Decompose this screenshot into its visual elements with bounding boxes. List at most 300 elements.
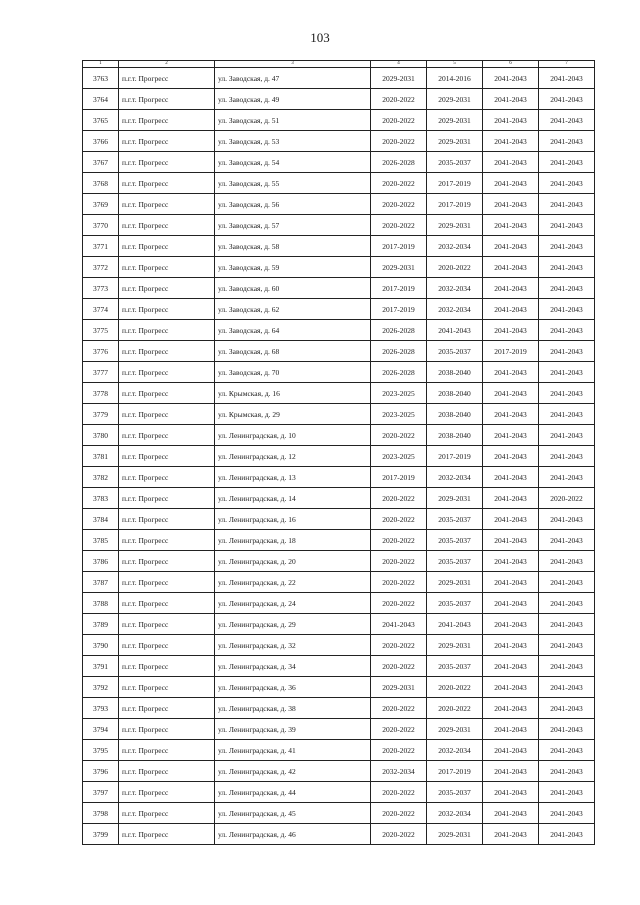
- period-cell: 2023-2025: [371, 446, 427, 467]
- settlement-cell: п.г.т. Прогресс: [119, 803, 215, 824]
- period-cell: 2041-2043: [483, 677, 539, 698]
- period-cell: 2032-2034: [427, 803, 483, 824]
- column-header: 3: [215, 61, 371, 68]
- row-number: 3797: [83, 782, 119, 803]
- period-cell: 2029-2031: [427, 719, 483, 740]
- row-number: 3794: [83, 719, 119, 740]
- table-row: [83, 110, 595, 131]
- address-cell: ул. Ленинградская, д. 44: [215, 782, 371, 803]
- row-number: 3765: [83, 110, 119, 131]
- settlement-cell: п.г.т. Прогресс: [119, 509, 215, 530]
- period-cell: 2020-2022: [371, 656, 427, 677]
- settlement-cell: п.г.т. Прогресс: [119, 551, 215, 572]
- table-row: [83, 467, 595, 488]
- table-row: [83, 761, 595, 782]
- table-row: [83, 236, 595, 257]
- period-cell: 2041-2043: [427, 320, 483, 341]
- period-cell: 2020-2022: [371, 509, 427, 530]
- period-cell: 2029-2031: [427, 131, 483, 152]
- period-cell: 2029-2031: [427, 215, 483, 236]
- period-cell: 2020-2022: [371, 131, 427, 152]
- address-cell: ул. Ленинградская, д. 36: [215, 677, 371, 698]
- period-cell: 2041-2043: [483, 572, 539, 593]
- address-cell: ул. Ленинградская, д. 39: [215, 719, 371, 740]
- table-row: [83, 404, 595, 425]
- period-cell: 2020-2022: [427, 698, 483, 719]
- period-cell: 2032-2034: [427, 467, 483, 488]
- period-cell: 2041-2043: [539, 677, 595, 698]
- period-cell: 2026-2028: [371, 362, 427, 383]
- period-cell: 2020-2022: [371, 488, 427, 509]
- period-cell: 2041-2043: [483, 404, 539, 425]
- address-cell: ул. Ленинградская, д. 45: [215, 803, 371, 824]
- row-number: 3786: [83, 551, 119, 572]
- table-row: [83, 362, 595, 383]
- address-cell: ул. Ленинградская, д. 20: [215, 551, 371, 572]
- column-header: 4: [371, 61, 427, 68]
- address-cell: ул. Ленинградская, д. 18: [215, 530, 371, 551]
- row-number: 3793: [83, 698, 119, 719]
- address-cell: ул. Заводская, д. 68: [215, 341, 371, 362]
- row-number: 3795: [83, 740, 119, 761]
- period-cell: 2041-2043: [483, 488, 539, 509]
- period-cell: 2020-2022: [371, 635, 427, 656]
- period-cell: 2041-2043: [539, 89, 595, 110]
- row-number: 3791: [83, 656, 119, 677]
- period-cell: 2029-2031: [427, 488, 483, 509]
- table-row: [83, 278, 595, 299]
- table-row: [83, 698, 595, 719]
- table-row: [83, 488, 595, 509]
- settlement-cell: п.г.т. Прогресс: [119, 215, 215, 236]
- address-cell: ул. Заводская, д. 47: [215, 68, 371, 89]
- address-cell: ул. Ленинградская, д. 14: [215, 488, 371, 509]
- period-cell: 2032-2034: [427, 236, 483, 257]
- period-cell: 2035-2037: [427, 656, 483, 677]
- row-number: 3775: [83, 320, 119, 341]
- period-cell: 2041-2043: [539, 362, 595, 383]
- column-header: 7: [539, 61, 595, 68]
- address-cell: ул. Заводская, д. 51: [215, 110, 371, 131]
- table-row: [83, 425, 595, 446]
- period-cell: 2017-2019: [371, 299, 427, 320]
- row-number: 3774: [83, 299, 119, 320]
- period-cell: 2041-2043: [483, 194, 539, 215]
- period-cell: 2041-2043: [539, 236, 595, 257]
- row-number: 3781: [83, 446, 119, 467]
- period-cell: 2041-2043: [371, 614, 427, 635]
- period-cell: 2020-2022: [371, 110, 427, 131]
- period-cell: 2041-2043: [483, 593, 539, 614]
- row-number: 3771: [83, 236, 119, 257]
- address-cell: ул. Заводская, д. 54: [215, 152, 371, 173]
- period-cell: 2041-2043: [483, 446, 539, 467]
- period-cell: 2017-2019: [371, 467, 427, 488]
- period-cell: 2041-2043: [483, 782, 539, 803]
- row-number: 3763: [83, 68, 119, 89]
- settlement-cell: п.г.т. Прогресс: [119, 341, 215, 362]
- settlement-cell: п.г.т. Прогресс: [119, 719, 215, 740]
- address-cell: ул. Ленинградская, д. 22: [215, 572, 371, 593]
- period-cell: 2038-2040: [427, 383, 483, 404]
- address-cell: ул. Ленинградская, д. 38: [215, 698, 371, 719]
- period-cell: 2017-2019: [427, 194, 483, 215]
- period-cell: 2017-2019: [483, 341, 539, 362]
- period-cell: 2041-2043: [483, 509, 539, 530]
- column-header: 6: [483, 61, 539, 68]
- period-cell: 2041-2043: [483, 635, 539, 656]
- table-row: [83, 803, 595, 824]
- settlement-cell: п.г.т. Прогресс: [119, 173, 215, 194]
- row-number: 3776: [83, 341, 119, 362]
- row-number: 3789: [83, 614, 119, 635]
- settlement-cell: п.г.т. Прогресс: [119, 383, 215, 404]
- address-cell: ул. Заводская, д. 58: [215, 236, 371, 257]
- row-number: 3784: [83, 509, 119, 530]
- period-cell: 2041-2043: [483, 89, 539, 110]
- period-cell: 2038-2040: [427, 425, 483, 446]
- period-cell: 2020-2022: [371, 824, 427, 845]
- settlement-cell: п.г.т. Прогресс: [119, 740, 215, 761]
- table-row: [83, 299, 595, 320]
- period-cell: 2041-2043: [483, 362, 539, 383]
- period-cell: 2041-2043: [483, 215, 539, 236]
- address-cell: ул. Заводская, д. 60: [215, 278, 371, 299]
- period-cell: 2041-2043: [539, 173, 595, 194]
- period-cell: 2041-2043: [539, 572, 595, 593]
- settlement-cell: п.г.т. Прогресс: [119, 131, 215, 152]
- period-cell: 2041-2043: [427, 614, 483, 635]
- row-number: 3764: [83, 89, 119, 110]
- period-cell: 2041-2043: [539, 446, 595, 467]
- settlement-cell: п.г.т. Прогресс: [119, 194, 215, 215]
- settlement-cell: п.г.т. Прогресс: [119, 782, 215, 803]
- address-cell: ул. Ленинградская, д. 41: [215, 740, 371, 761]
- settlement-cell: п.г.т. Прогресс: [119, 761, 215, 782]
- period-cell: 2041-2043: [539, 719, 595, 740]
- period-cell: 2017-2019: [427, 761, 483, 782]
- period-cell: 2035-2037: [427, 593, 483, 614]
- row-number: 3778: [83, 383, 119, 404]
- address-cell: ул. Ленинградская, д. 24: [215, 593, 371, 614]
- period-cell: 2041-2043: [539, 824, 595, 845]
- period-cell: 2041-2043: [483, 173, 539, 194]
- address-cell: ул. Ленинградская, д. 29: [215, 614, 371, 635]
- period-cell: 2029-2031: [427, 635, 483, 656]
- row-number: 3779: [83, 404, 119, 425]
- settlement-cell: п.г.т. Прогресс: [119, 572, 215, 593]
- address-cell: ул. Заводская, д. 59: [215, 257, 371, 278]
- table-row: [83, 257, 595, 278]
- period-cell: 2020-2022: [371, 89, 427, 110]
- period-cell: 2029-2031: [427, 110, 483, 131]
- row-number: 3796: [83, 761, 119, 782]
- period-cell: 2041-2043: [539, 320, 595, 341]
- period-cell: 2041-2043: [539, 194, 595, 215]
- row-number: 3766: [83, 131, 119, 152]
- period-cell: 2020-2022: [539, 488, 595, 509]
- period-cell: 2041-2043: [539, 257, 595, 278]
- address-cell: ул. Крымская, д. 16: [215, 383, 371, 404]
- settlement-cell: п.г.т. Прогресс: [119, 488, 215, 509]
- period-cell: 2041-2043: [539, 299, 595, 320]
- row-number: 3777: [83, 362, 119, 383]
- settlement-cell: п.г.т. Прогресс: [119, 110, 215, 131]
- period-cell: 2041-2043: [483, 383, 539, 404]
- period-cell: 2020-2022: [371, 194, 427, 215]
- settlement-cell: п.г.т. Прогресс: [119, 152, 215, 173]
- period-cell: 2026-2028: [371, 341, 427, 362]
- table-header-row: [83, 61, 595, 68]
- row-number: 3787: [83, 572, 119, 593]
- table-row: [83, 383, 595, 404]
- period-cell: 2029-2031: [427, 572, 483, 593]
- period-cell: 2014-2016: [427, 68, 483, 89]
- registry-table: [82, 60, 595, 845]
- row-number: 3767: [83, 152, 119, 173]
- row-number: 3770: [83, 215, 119, 236]
- period-cell: 2032-2034: [427, 278, 483, 299]
- address-cell: ул. Ленинградская, д. 32: [215, 635, 371, 656]
- row-number: 3799: [83, 824, 119, 845]
- period-cell: 2041-2043: [539, 656, 595, 677]
- period-cell: 2020-2022: [371, 698, 427, 719]
- period-cell: 2041-2043: [539, 68, 595, 89]
- period-cell: 2041-2043: [539, 740, 595, 761]
- row-number: 3788: [83, 593, 119, 614]
- period-cell: 2017-2019: [371, 236, 427, 257]
- period-cell: 2041-2043: [539, 698, 595, 719]
- table-row: [83, 677, 595, 698]
- period-cell: 2032-2034: [371, 761, 427, 782]
- period-cell: 2035-2037: [427, 530, 483, 551]
- period-cell: 2020-2022: [371, 425, 427, 446]
- period-cell: 2041-2043: [539, 341, 595, 362]
- period-cell: 2041-2043: [539, 215, 595, 236]
- period-cell: 2041-2043: [539, 551, 595, 572]
- period-cell: 2029-2031: [371, 257, 427, 278]
- period-cell: 2041-2043: [539, 614, 595, 635]
- table-row: [83, 320, 595, 341]
- address-cell: ул. Ленинградская, д. 12: [215, 446, 371, 467]
- column-header: 2: [119, 61, 215, 68]
- row-number: 3785: [83, 530, 119, 551]
- column-header: 5: [427, 61, 483, 68]
- period-cell: 2020-2022: [371, 530, 427, 551]
- table-row: [83, 572, 595, 593]
- settlement-cell: п.г.т. Прогресс: [119, 89, 215, 110]
- period-cell: 2041-2043: [483, 320, 539, 341]
- period-cell: 2041-2043: [539, 635, 595, 656]
- table-row: [83, 719, 595, 740]
- period-cell: 2041-2043: [539, 131, 595, 152]
- settlement-cell: п.г.т. Прогресс: [119, 677, 215, 698]
- period-cell: 2041-2043: [483, 68, 539, 89]
- period-cell: 2041-2043: [539, 278, 595, 299]
- period-cell: 2041-2043: [483, 656, 539, 677]
- period-cell: 2035-2037: [427, 152, 483, 173]
- settlement-cell: п.г.т. Прогресс: [119, 404, 215, 425]
- settlement-cell: п.г.т. Прогресс: [119, 656, 215, 677]
- row-number: 3772: [83, 257, 119, 278]
- table-row: [83, 152, 595, 173]
- row-number: 3782: [83, 467, 119, 488]
- period-cell: 2017-2019: [427, 173, 483, 194]
- period-cell: 2041-2043: [539, 530, 595, 551]
- address-cell: ул. Заводская, д. 64: [215, 320, 371, 341]
- period-cell: 2020-2022: [371, 782, 427, 803]
- table-row: [83, 530, 595, 551]
- row-number: 3792: [83, 677, 119, 698]
- period-cell: 2020-2022: [371, 173, 427, 194]
- period-cell: 2029-2031: [427, 824, 483, 845]
- address-cell: ул. Крымская, д. 29: [215, 404, 371, 425]
- period-cell: 2020-2022: [371, 740, 427, 761]
- period-cell: 2041-2043: [483, 698, 539, 719]
- period-cell: 2035-2037: [427, 551, 483, 572]
- period-cell: 2041-2043: [483, 551, 539, 572]
- settlement-cell: п.г.т. Прогресс: [119, 299, 215, 320]
- table-row: [83, 68, 595, 89]
- settlement-cell: п.г.т. Прогресс: [119, 320, 215, 341]
- period-cell: 2041-2043: [483, 467, 539, 488]
- settlement-cell: п.г.т. Прогресс: [119, 278, 215, 299]
- address-cell: ул. Заводская, д. 70: [215, 362, 371, 383]
- period-cell: 2020-2022: [427, 257, 483, 278]
- period-cell: 2026-2028: [371, 152, 427, 173]
- period-cell: 2032-2034: [427, 740, 483, 761]
- period-cell: 2041-2043: [483, 257, 539, 278]
- settlement-cell: п.г.т. Прогресс: [119, 698, 215, 719]
- address-cell: ул. Ленинградская, д. 13: [215, 467, 371, 488]
- period-cell: 2041-2043: [483, 614, 539, 635]
- column-header: 1: [83, 61, 119, 68]
- period-cell: 2023-2025: [371, 404, 427, 425]
- table-row: [83, 509, 595, 530]
- settlement-cell: п.г.т. Прогресс: [119, 635, 215, 656]
- table-row: [83, 656, 595, 677]
- settlement-cell: п.г.т. Прогресс: [119, 362, 215, 383]
- period-cell: 2041-2043: [483, 824, 539, 845]
- period-cell: 2041-2043: [539, 383, 595, 404]
- period-cell: 2020-2022: [371, 551, 427, 572]
- table-row: [83, 89, 595, 110]
- settlement-cell: п.г.т. Прогресс: [119, 614, 215, 635]
- settlement-cell: п.г.т. Прогресс: [119, 467, 215, 488]
- address-cell: ул. Заводская, д. 57: [215, 215, 371, 236]
- period-cell: 2029-2031: [371, 68, 427, 89]
- page-number: 103: [310, 30, 330, 45]
- row-number: 3769: [83, 194, 119, 215]
- table-row: [83, 551, 595, 572]
- period-cell: 2041-2043: [483, 110, 539, 131]
- address-cell: ул. Заводская, д. 49: [215, 89, 371, 110]
- settlement-cell: п.г.т. Прогресс: [119, 530, 215, 551]
- period-cell: 2041-2043: [539, 803, 595, 824]
- period-cell: 2041-2043: [483, 236, 539, 257]
- period-cell: 2038-2040: [427, 362, 483, 383]
- table-row: [83, 614, 595, 635]
- settlement-cell: п.г.т. Прогресс: [119, 446, 215, 467]
- address-cell: ул. Ленинградская, д. 10: [215, 425, 371, 446]
- period-cell: 2041-2043: [539, 152, 595, 173]
- period-cell: 2041-2043: [539, 467, 595, 488]
- row-number: 3768: [83, 173, 119, 194]
- period-cell: 2041-2043: [483, 425, 539, 446]
- table-row: [83, 131, 595, 152]
- row-number: 3798: [83, 803, 119, 824]
- table-row: [83, 446, 595, 467]
- address-cell: ул. Заводская, д. 62: [215, 299, 371, 320]
- settlement-cell: п.г.т. Прогресс: [119, 257, 215, 278]
- period-cell: 2017-2019: [427, 446, 483, 467]
- period-cell: 2020-2022: [371, 803, 427, 824]
- address-cell: ул. Ленинградская, д. 34: [215, 656, 371, 677]
- period-cell: 2041-2043: [539, 782, 595, 803]
- period-cell: 2041-2043: [483, 530, 539, 551]
- period-cell: 2032-2034: [427, 299, 483, 320]
- period-cell: 2020-2022: [427, 677, 483, 698]
- period-cell: 2041-2043: [539, 404, 595, 425]
- period-cell: 2041-2043: [539, 425, 595, 446]
- table-row: [83, 824, 595, 845]
- period-cell: 2020-2022: [371, 215, 427, 236]
- table-row: [83, 341, 595, 362]
- settlement-cell: п.г.т. Прогресс: [119, 68, 215, 89]
- period-cell: 2041-2043: [483, 719, 539, 740]
- table-row: [83, 782, 595, 803]
- period-cell: 2041-2043: [483, 152, 539, 173]
- row-number: 3783: [83, 488, 119, 509]
- period-cell: 2041-2043: [539, 110, 595, 131]
- settlement-cell: п.г.т. Прогресс: [119, 593, 215, 614]
- period-cell: 2041-2043: [539, 509, 595, 530]
- address-cell: ул. Ленинградская, д. 42: [215, 761, 371, 782]
- period-cell: 2041-2043: [539, 761, 595, 782]
- period-cell: 2041-2043: [483, 740, 539, 761]
- table-row: [83, 740, 595, 761]
- table-row: [83, 593, 595, 614]
- address-cell: ул. Ленинградская, д. 16: [215, 509, 371, 530]
- period-cell: 2035-2037: [427, 509, 483, 530]
- address-cell: ул. Заводская, д. 56: [215, 194, 371, 215]
- table-row: [83, 215, 595, 236]
- address-cell: ул. Заводская, д. 55: [215, 173, 371, 194]
- settlement-cell: п.г.т. Прогресс: [119, 824, 215, 845]
- table-row: [83, 194, 595, 215]
- row-number: 3773: [83, 278, 119, 299]
- period-cell: 2041-2043: [483, 803, 539, 824]
- table-row: [83, 635, 595, 656]
- period-cell: 2017-2019: [371, 278, 427, 299]
- address-cell: ул. Ленинградская, д. 46: [215, 824, 371, 845]
- period-cell: 2041-2043: [483, 131, 539, 152]
- period-cell: 2035-2037: [427, 341, 483, 362]
- period-cell: 2035-2037: [427, 782, 483, 803]
- period-cell: 2041-2043: [539, 593, 595, 614]
- row-number: 3790: [83, 635, 119, 656]
- period-cell: 2029-2031: [427, 89, 483, 110]
- settlement-cell: п.г.т. Прогресс: [119, 425, 215, 446]
- period-cell: 2041-2043: [483, 761, 539, 782]
- period-cell: 2038-2040: [427, 404, 483, 425]
- table-row: [83, 173, 595, 194]
- period-cell: 2029-2031: [371, 677, 427, 698]
- period-cell: 2026-2028: [371, 320, 427, 341]
- period-cell: 2020-2022: [371, 593, 427, 614]
- settlement-cell: п.г.т. Прогресс: [119, 236, 215, 257]
- row-number: 3780: [83, 425, 119, 446]
